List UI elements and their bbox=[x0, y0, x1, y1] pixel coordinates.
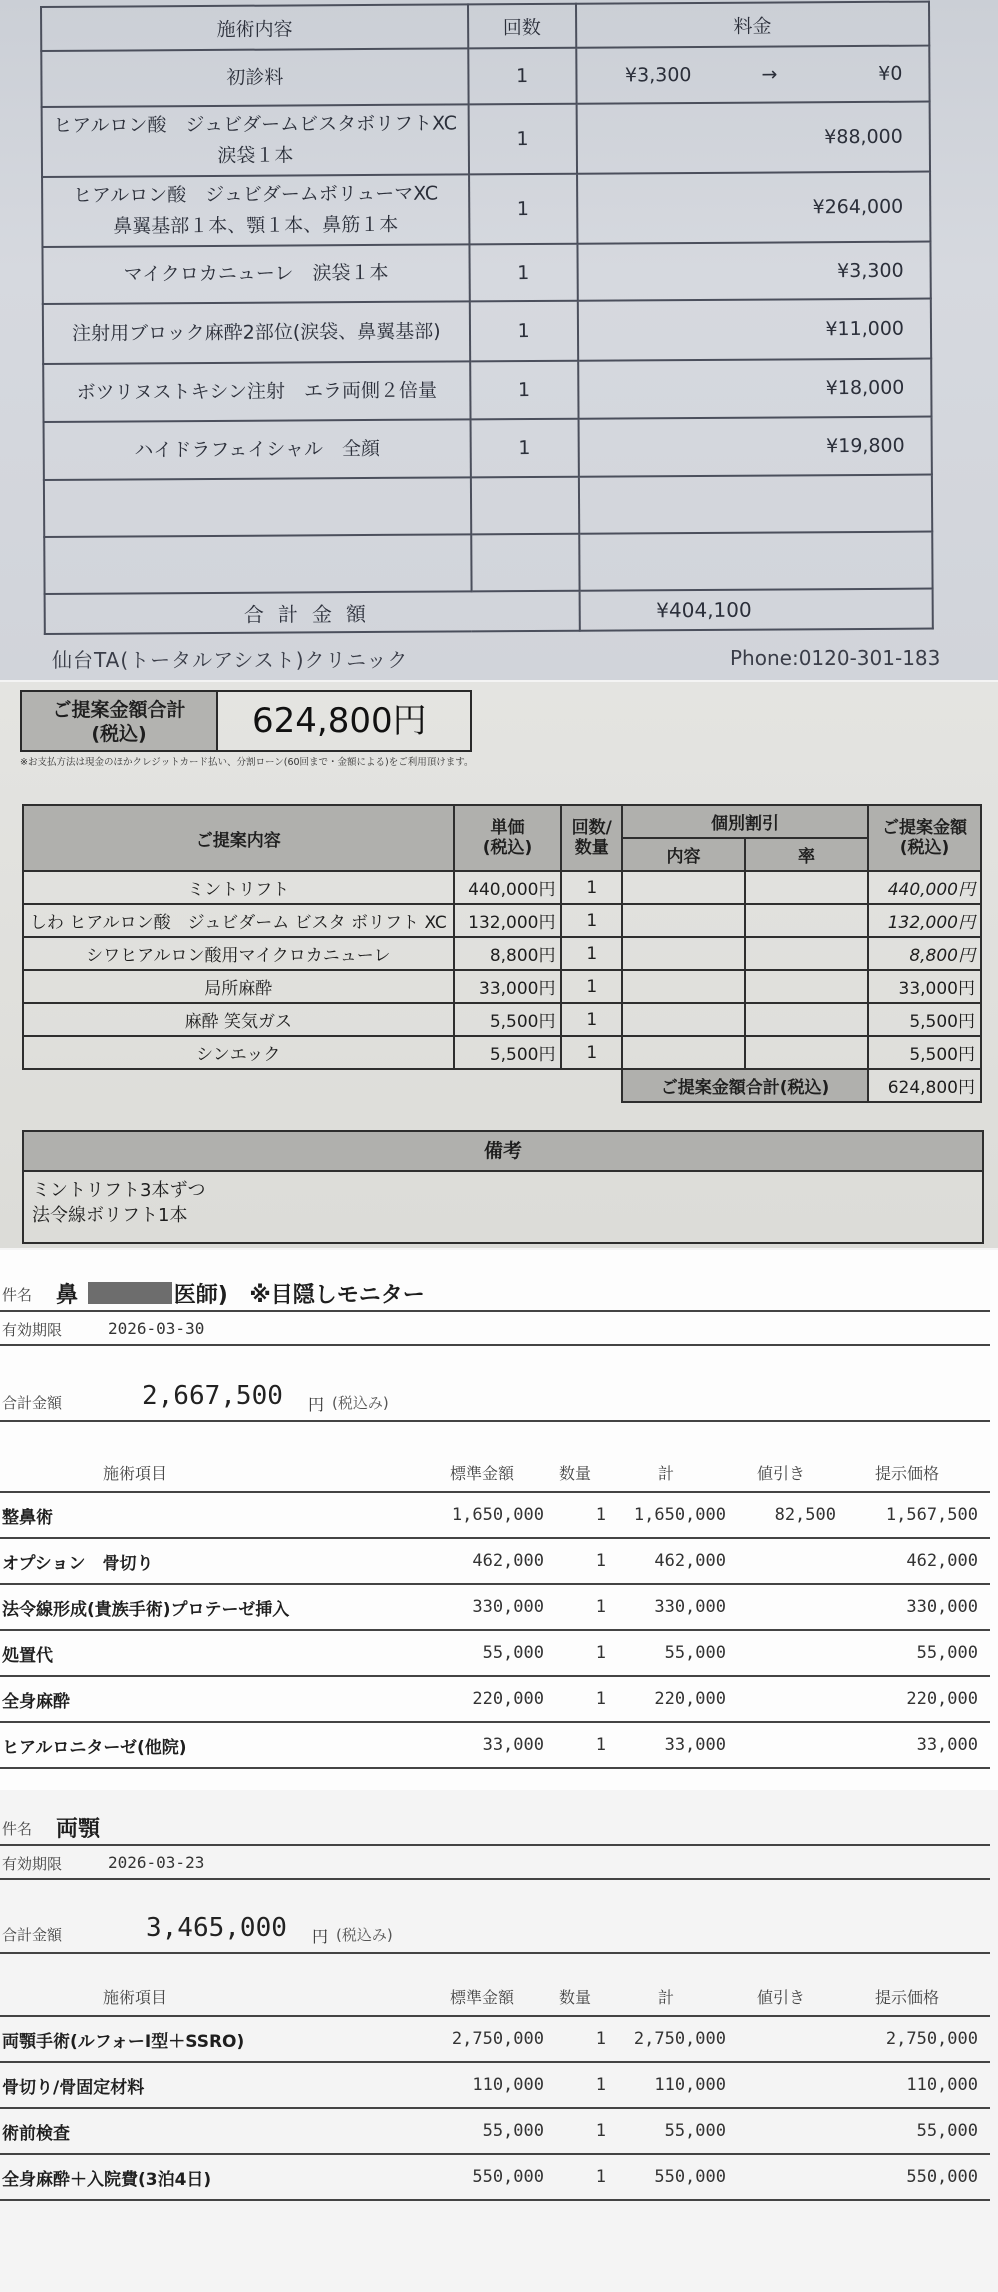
receipt-count: 1 bbox=[469, 174, 577, 245]
receipt-price: ¥18,000 bbox=[578, 359, 932, 419]
receipt-price: ¥11,000 bbox=[577, 299, 931, 361]
table-row: しわ ヒアルロン酸 ジュビダーム ビスタ ボリフト XC 132,000円 1 132,000円 bbox=[23, 904, 981, 937]
empty-row bbox=[44, 532, 932, 594]
quote-table: 施術項目 標準金額 数量 計 値引き 提示価格 整鼻術 1,650,000 1 1,650,000 82,500 1,567,500 オプション 骨切り 462,000 1 462,000 462,000 法令線形成(貴族手術)プロテーゼ挿入 330,000 1 330,000 330,000 処置代 55,000 1 55,000 55,000 全身麻酔 220,000 1 220,000 220,000 ヒアルロニターゼ(他院) 33,000 1 33,000 33,000 bbox=[0, 1454, 990, 1769]
redaction-bar bbox=[88, 1282, 172, 1304]
receipt-item: 初診料 bbox=[41, 48, 468, 107]
quote-jaw bbox=[0, 1790, 998, 2292]
receipt-item: ボツリヌストキシン注射 エラ両側２倍量 bbox=[43, 361, 470, 422]
proposal-table bbox=[22, 804, 982, 1103]
receipt-table bbox=[40, 1, 934, 635]
table-row: 麻酔 笑気ガス 5,500円 1 5,500円 bbox=[23, 1003, 981, 1036]
table-row: 全身麻酔＋入院費(3泊4日) 550,000 1 550,000 550,000 bbox=[0, 2154, 990, 2200]
table-row: シンエック 5,500円 1 5,500円 bbox=[23, 1036, 981, 1069]
remarks-list bbox=[24, 1172, 982, 1228]
table-row: 骨切り/骨固定材料 110,000 1 110,000 110,000 bbox=[0, 2062, 990, 2108]
receipt-count: 1 bbox=[470, 361, 578, 420]
receipt-count: 1 bbox=[468, 48, 576, 105]
proposal-header-amount: ご提案金額 (税込) bbox=[868, 805, 981, 871]
clinic-phone: Phone:0120-301-183 bbox=[730, 646, 941, 670]
arrow-right-icon: → bbox=[761, 63, 778, 86]
proposal-sum-row bbox=[23, 1069, 981, 1102]
quote-total: 合計金額 2,667,500 円 (税込み) bbox=[0, 1378, 990, 1422]
receipt-original-price: ¥3,300 bbox=[624, 64, 692, 87]
receipt-header-price: 料金 bbox=[576, 2, 930, 48]
quote-expiry: 有効期限 2026-03-30 bbox=[0, 1312, 990, 1346]
receipt-total-row bbox=[45, 589, 933, 634]
empty-row bbox=[44, 475, 932, 537]
table-row: 両顎手術(ルフォーⅠ型＋SSRO) 2,750,000 1 2,750,000 2,750,000 bbox=[0, 2016, 990, 2062]
receipt-count: 1 bbox=[468, 104, 576, 175]
proposal-total-box bbox=[20, 690, 472, 752]
receipt-count: 1 bbox=[470, 419, 578, 478]
table-row: ミントリフト 440,000円 1 440,000円 bbox=[23, 871, 981, 904]
proposal-sum-label: ご提案金額合計(税込) bbox=[622, 1069, 868, 1102]
proposal-header-discount-content: 内容 bbox=[622, 838, 745, 871]
table-row bbox=[42, 172, 930, 247]
table-row: シワヒアルロン酸用マイクロカニューレ 8,800円 1 8,800円 bbox=[23, 937, 981, 970]
receipt-body bbox=[41, 46, 933, 634]
payment-note: ※お支払方法は現金のほかクレジットカード払い、分割ローン(60回まで・金額による)をご利用頂けます。 bbox=[20, 757, 474, 768]
proposal-header-count: 回数/ 数量 bbox=[561, 805, 622, 871]
proposal-header-discount: 個別割引 bbox=[622, 805, 868, 838]
table-row: 術前検査 55,000 1 55,000 55,000 bbox=[0, 2108, 990, 2154]
table-row bbox=[41, 46, 929, 107]
table-row: 局所麻酔 33,000円 1 33,000円 bbox=[23, 970, 981, 1003]
proposal-sum-value: 624,800円 bbox=[868, 1069, 981, 1102]
table-row: オプション 骨切り 462,000 1 462,000 462,000 bbox=[0, 1538, 990, 1584]
quote-nose bbox=[0, 1250, 998, 1790]
table-row bbox=[44, 417, 932, 480]
proposal-header-discount-rate: 率 bbox=[745, 838, 868, 871]
remarks-line: 法令線ボリフト1本 bbox=[32, 1205, 188, 1226]
receipt-price: ¥19,800 bbox=[578, 417, 932, 477]
quote-subject: 件名 両顎 bbox=[0, 1810, 990, 1846]
table-row bbox=[42, 102, 930, 177]
receipt-total-label: 合計金額 bbox=[45, 591, 580, 634]
clinic-name: 仙台TA(トータルアシスト)クリニック bbox=[52, 648, 409, 672]
remarks-line: ミントリフト3本ずつ bbox=[32, 1180, 206, 1201]
table-row: 全身麻酔 220,000 1 220,000 220,000 bbox=[0, 1676, 990, 1722]
table-row: 処置代 55,000 1 55,000 55,000 bbox=[0, 1630, 990, 1676]
table-row: 整鼻術 1,650,000 1 1,650,000 82,500 1,567,500 bbox=[0, 1492, 990, 1538]
receipt-item: ヒアルロン酸 ジュビダームビスタボリフトXC 涙袋１本 bbox=[42, 104, 469, 177]
receipt-total-value: ¥404,100 bbox=[579, 589, 933, 631]
proposal-header-content: ご提案内容 bbox=[23, 805, 454, 871]
receipt-price: ¥3,300 bbox=[577, 242, 931, 301]
remarks-title: 備考 bbox=[24, 1132, 982, 1172]
receipt-item: 注射用ブロック麻酔2部位(涙袋、鼻翼基部) bbox=[43, 301, 470, 364]
quote-table: 施術項目 標準金額 数量 計 値引き 提示価格 両顎手術(ルフォーⅠ型＋SSRO) 2,750,000 1 2,750,000 2,750,000 骨切り/骨固定材料 110,000 1 110,000 110,000 術前検査 55,000 1 55,000 55,000 全身麻酔＋入院費(3泊4日) 550,000 1 550,000 550,000 bbox=[0, 1978, 990, 2201]
proposal-header-unit: 単価 (税込) bbox=[454, 805, 562, 871]
receipt-header-count: 回数 bbox=[468, 4, 576, 49]
receipt-count: 1 bbox=[469, 244, 577, 302]
receipt-photo bbox=[0, 0, 998, 680]
table-row bbox=[43, 299, 931, 364]
table-row: ヒアルロニターゼ(他院) 33,000 1 33,000 33,000 bbox=[0, 1722, 990, 1768]
receipt-price: ¥88,000 bbox=[576, 102, 930, 174]
receipt-item: ヒアルロン酸 ジュビダームボリューマXC 鼻翼基部１本、顎１本、鼻筋１本 bbox=[42, 174, 469, 247]
proposal-total-value: 624,800円 bbox=[252, 701, 427, 741]
table-row bbox=[42, 242, 930, 304]
receipt-item: マイクロカニューレ 涙袋１本 bbox=[42, 244, 469, 304]
table-row bbox=[43, 359, 931, 422]
quote-subject: 件名 鼻 医師) ※目隠しモニター bbox=[0, 1276, 990, 1312]
receipt-price: ¥264,000 bbox=[577, 172, 931, 244]
receipt-header-content: 施術内容 bbox=[41, 4, 468, 51]
receipt-price: ¥3,300 → ¥0 bbox=[576, 46, 930, 104]
quote-expiry: 有効期限 2026-03-23 bbox=[0, 1846, 990, 1880]
table-row: 法令線形成(貴族手術)プロテーゼ挿入 330,000 1 330,000 330,000 bbox=[0, 1584, 990, 1630]
receipt-count: 1 bbox=[470, 301, 578, 362]
remarks-box bbox=[22, 1130, 984, 1244]
receipt-item: ハイドラフェイシャル 全顔 bbox=[44, 419, 471, 480]
quote-total: 合計金額 3,465,000 円 (税込み) bbox=[0, 1910, 990, 1954]
proposal-document bbox=[0, 682, 998, 1248]
proposal-total-label: ご提案金額合計 (税込) bbox=[22, 692, 218, 750]
